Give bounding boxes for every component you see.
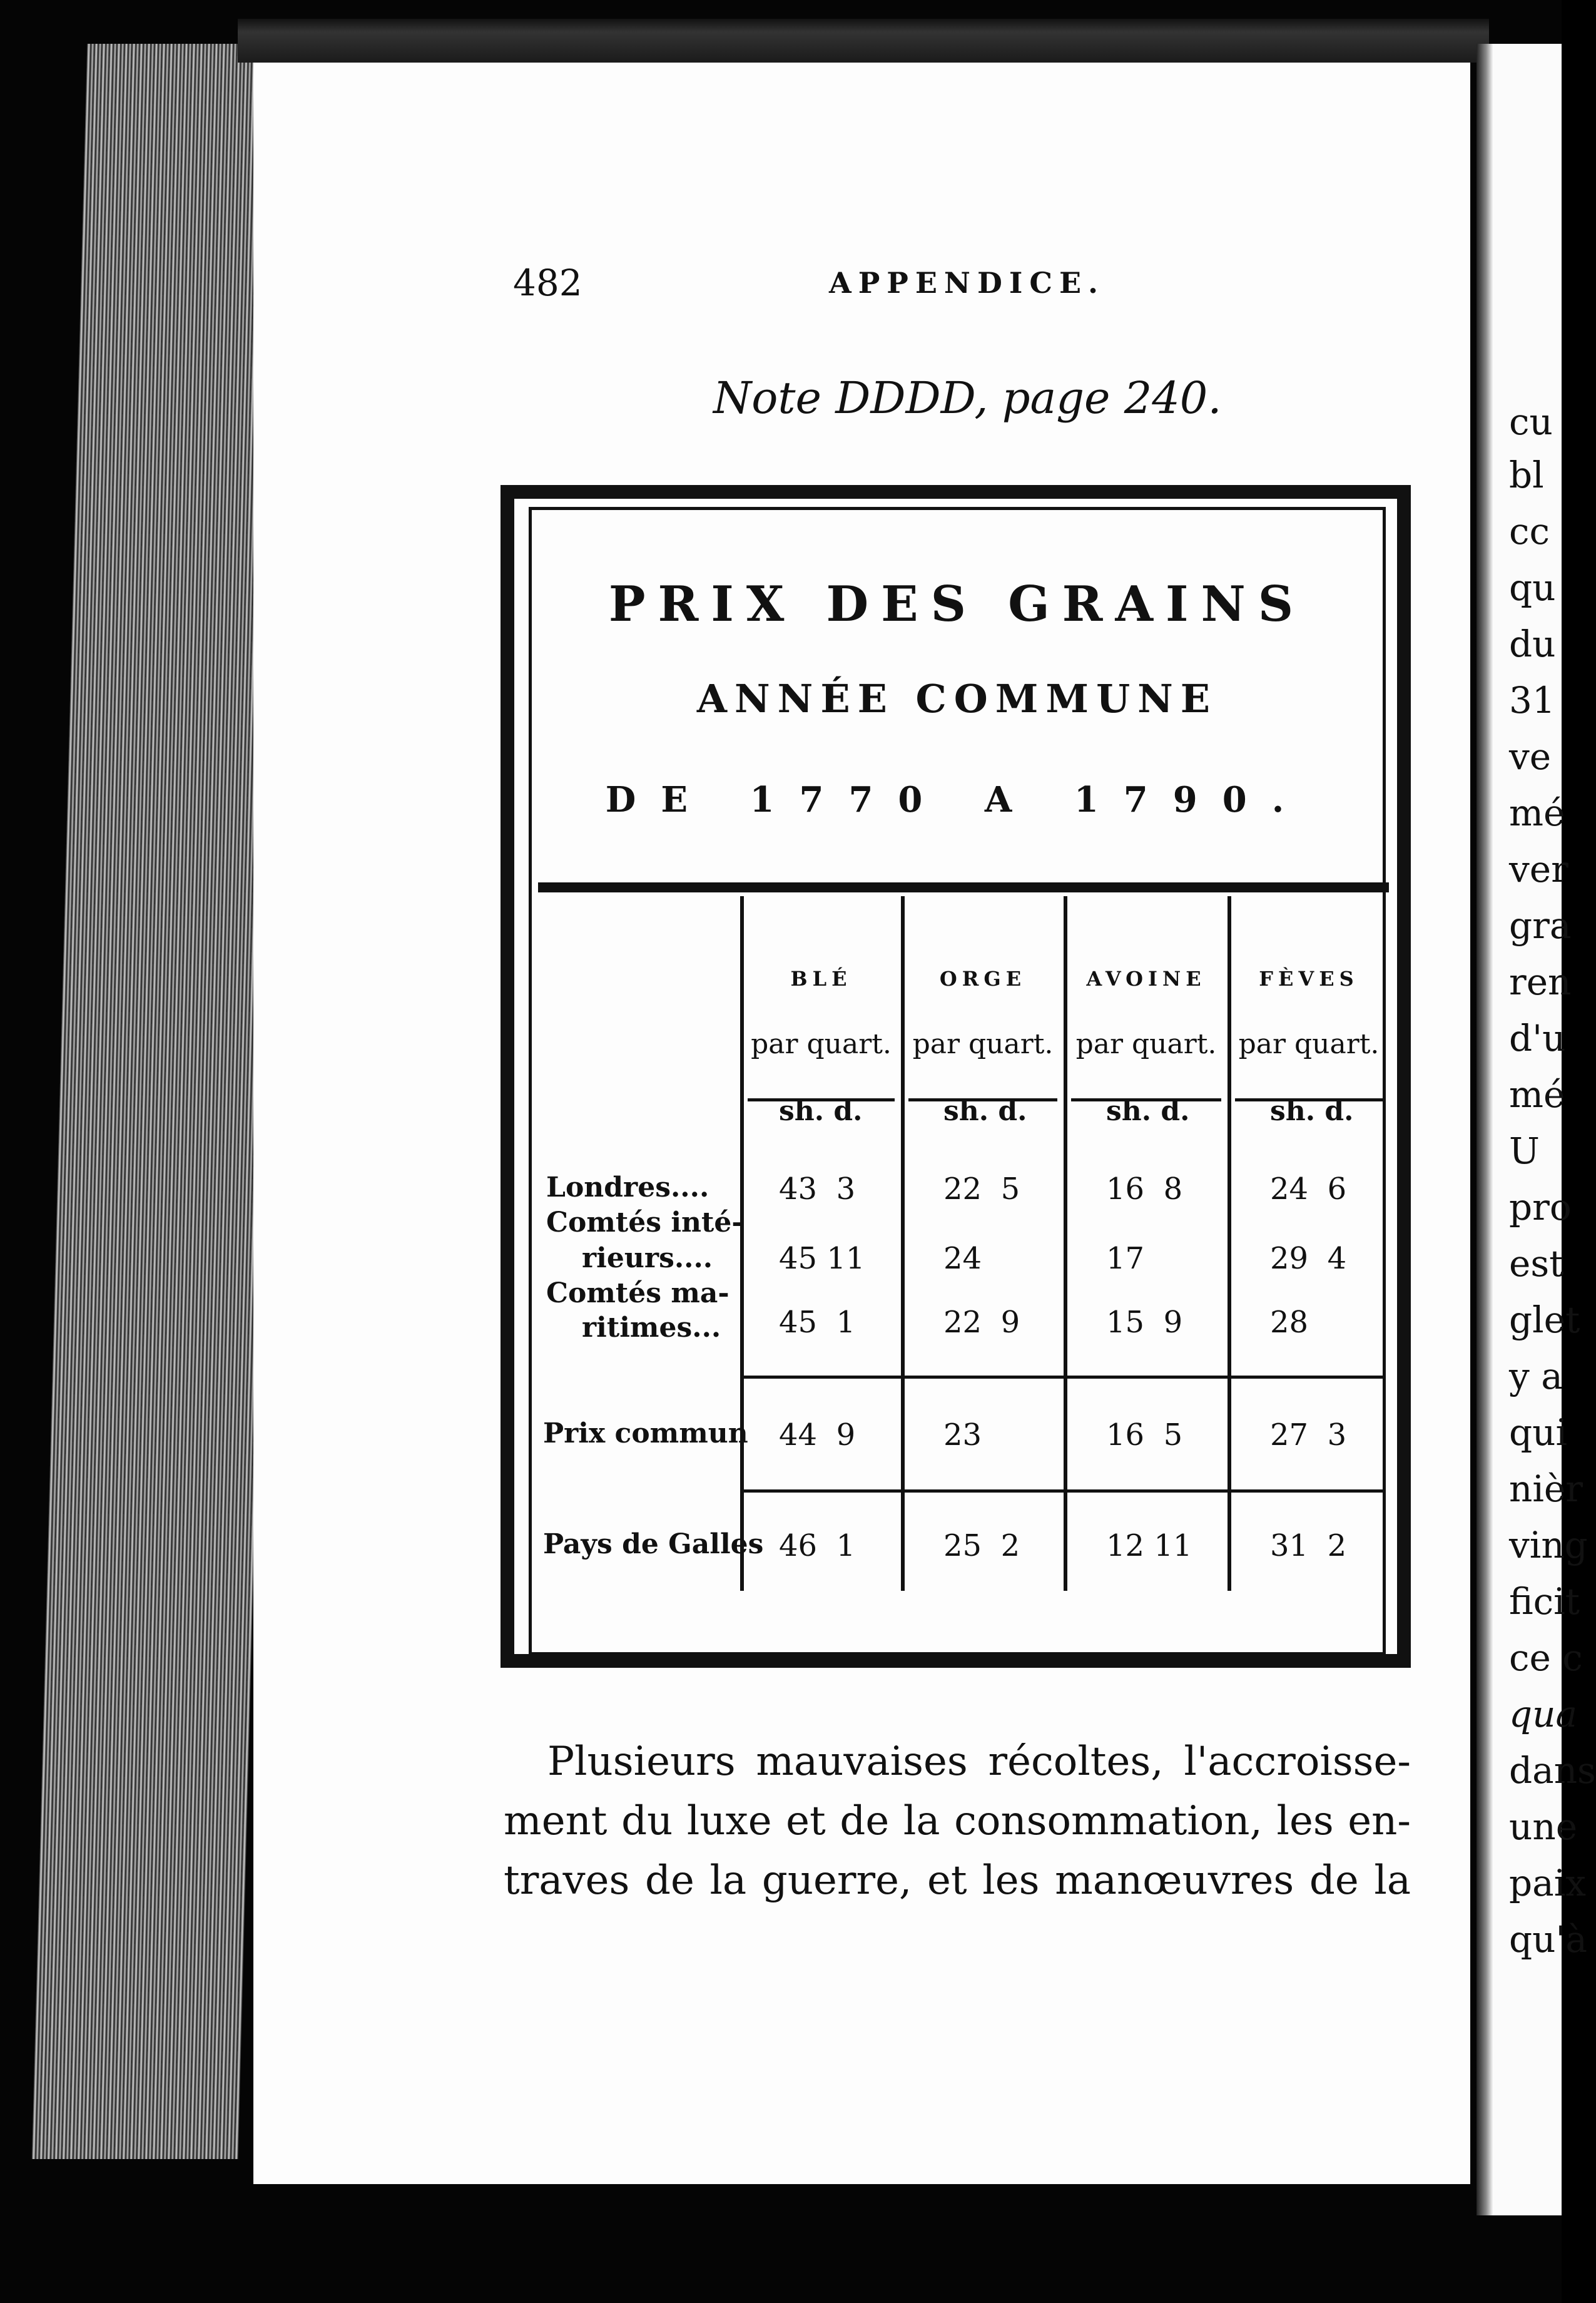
table-cell: 43 3 [779,1172,856,1207]
table-cell: 44 9 [779,1417,856,1453]
row-rule [740,1376,1385,1379]
table-cell: 31 2 [1270,1528,1347,1563]
table-cell: 15 9 [1106,1305,1183,1340]
table-cell: 24 6 [1270,1172,1347,1207]
table-cell: 25 2 [943,1528,1020,1563]
column-subunit: sh. d. [943,1095,1027,1127]
facing-line: ve [1509,735,1552,778]
facing-page-gutter [1477,44,1493,2215]
body-text-line: Plusieurs mauvaises récoltes, l'accroisse- [547,1739,1411,1785]
column-header-feves: FÈVES [1259,967,1359,991]
facing-line: y a [1509,1355,1563,1397]
row-label-prix-commun: Prix commun [543,1417,748,1449]
column-header-orge: ORGE [939,967,1027,991]
row-label-comtes-interieurs: Comtés inté- [546,1207,743,1238]
column-unit: par quart. [1238,1028,1380,1060]
column-divider [1064,896,1067,1591]
table-cell: 27 3 [1270,1417,1347,1453]
table-subtitle: ANNÉE COMMUNE [696,676,1218,722]
facing-line: paix [1509,1862,1586,1904]
facing-line: une [1509,1805,1578,1848]
table-cell: 28 [1270,1305,1309,1340]
body-text-line: ment du luxe et de la consommation, les en- [504,1798,1411,1844]
note-title: Note DDDD, page 240. [713,372,1222,424]
facing-line: qu [1509,566,1556,609]
facing-line: ren [1509,961,1572,1003]
row-label-comtes-maritimes: Comtés ma- [546,1277,729,1309]
facing-line: bl [1509,454,1544,496]
row-label-comtes-interieurs: rieurs.... [582,1242,713,1274]
body-text-line: traves de la guerre, et les manœuvres de la [504,1857,1411,1904]
table-cell: 16 8 [1106,1172,1183,1207]
table-title: PRIX DES GRAINS [608,576,1306,633]
table-cell: 45 1 [779,1305,856,1340]
column-divider [901,896,905,1591]
column-unit: par quart. [912,1028,1054,1060]
table-cell: 46 1 [779,1528,856,1563]
facing-page [1477,44,1596,2215]
facing-line: qu'à [1509,1918,1588,1961]
table-cell: 22 5 [943,1172,1020,1207]
column-unit: par quart. [1075,1028,1217,1060]
row-rule [740,1489,1385,1493]
page-number: 482 [513,262,582,304]
row-label-londres: Londres.... [546,1172,709,1203]
facing-line: dans [1509,1749,1596,1792]
table-header-rule [538,882,1389,892]
facing-line: ving [1509,1524,1588,1566]
table-cell: 22 9 [943,1305,1020,1340]
facing-line: pro [1509,1186,1572,1228]
running-title: APPENDICE. [829,266,1106,300]
facing-line: U [1509,1130,1540,1172]
table-cell: 23 [943,1417,982,1453]
row-label-comtes-maritimes: ritimes... [582,1312,721,1344]
facing-line: du [1509,623,1556,665]
facing-line: glet [1509,1299,1580,1341]
facing-line: ce c [1509,1637,1583,1679]
column-subunit: sh. d. [1270,1095,1354,1127]
facing-line: cu [1509,401,1553,443]
table-cell: 12 11 [1106,1528,1192,1563]
facing-line: d'u [1509,1017,1566,1060]
facing-line: mé [1509,1073,1565,1116]
column-divider [1227,896,1231,1591]
facing-line: est [1509,1242,1564,1285]
column-subunit: sh. d. [1106,1095,1190,1127]
facing-line: ver [1509,848,1568,891]
facing-line: 31 [1509,679,1555,722]
table-cell: 16 5 [1106,1417,1183,1453]
facing-line: gra [1509,904,1572,947]
column-header-ble: BLÉ [790,967,852,991]
facing-line: cc [1509,510,1550,553]
column-unit: par quart. [751,1028,892,1060]
column-divider [740,896,744,1591]
page-top-edge [238,19,1489,63]
facing-line: mé [1509,792,1565,834]
column-subunit: sh. d. [779,1095,863,1127]
table-cell: 24 [943,1241,982,1276]
facing-line: ficit [1509,1580,1580,1623]
facing-line: qui [1509,1411,1568,1454]
table-cell: 29 4 [1270,1241,1347,1276]
table-cell: 17 [1106,1241,1145,1276]
table-cell: 45 11 [779,1241,865,1276]
facing-line: nièr [1509,1468,1583,1510]
column-header-avoine: AVOINE [1086,967,1206,991]
row-label-pays-de-galles: Pays de Galles [543,1528,764,1560]
table-period: DE 1770 A 1790. [605,779,1309,820]
facing-line: qua [1509,1693,1578,1735]
